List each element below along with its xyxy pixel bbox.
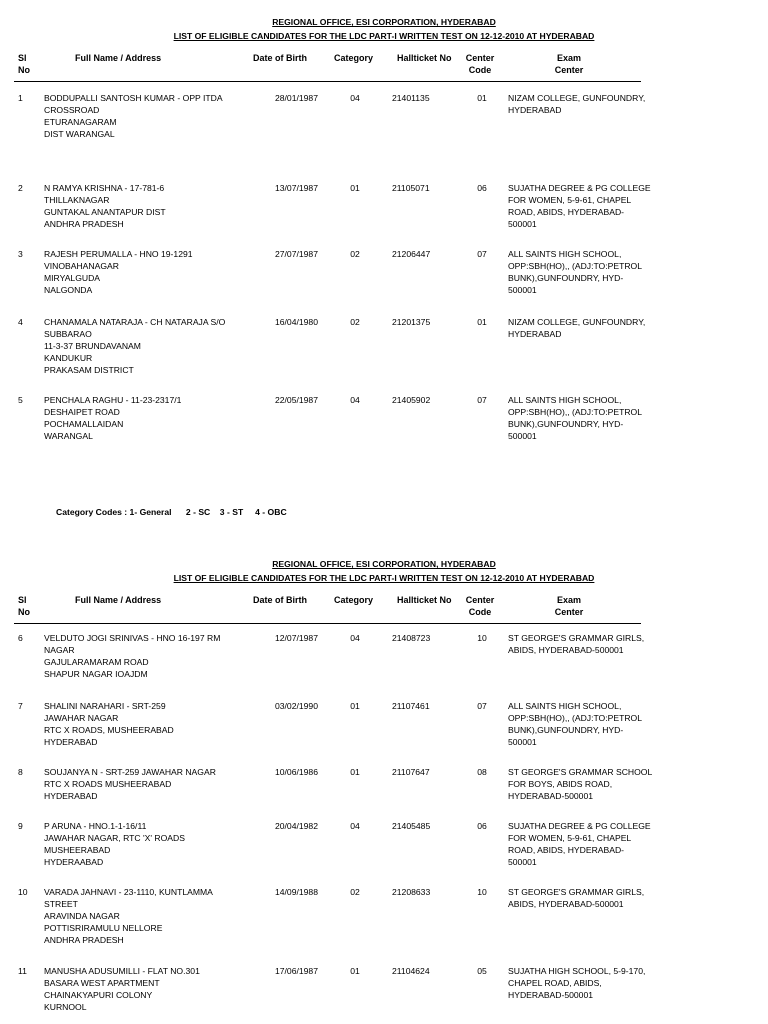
exam-center-line: NIZAM COLLEGE, GUNFOUNDRY, — [508, 93, 646, 103]
row-center-code: 07 — [477, 249, 487, 259]
exam-center-line: BUNK),GUNFOUNDRY, HYD- — [508, 725, 624, 735]
page1-header-exam-center: Exam Center — [554, 53, 584, 75]
name-address-line: CHANAMALA NATARAJA - CH NATARAJA S/O — [44, 317, 226, 327]
page2-header-name: Full Name / Address — [75, 595, 162, 605]
row-hallticket-no: 21201375 — [392, 317, 431, 327]
name-address-line: VARADA JAHNAVI - 23-1110, KUNTLAMMA — [44, 887, 213, 897]
exam-center-line: FOR WOMEN, 5-9-61, CHAPEL — [508, 195, 632, 205]
row-exam-center — [508, 394, 650, 442]
exam-center-line: OPP:SBH(HO),, (ADJ:TO:PETROL — [508, 261, 643, 271]
name-address-line: ETURANAGARAM — [44, 117, 117, 127]
row-date-of-birth: 03/02/1990 — [274, 701, 318, 711]
page2-header-dob: Date of Birth — [253, 595, 307, 605]
name-address-line: NAGAR — [44, 645, 75, 655]
exam-center-line: OPP:SBH(HO),, (ADJ:TO:PETROL — [508, 407, 643, 417]
row-category: 01 — [350, 701, 360, 711]
row-center-code: 06 — [477, 183, 487, 193]
row-hallticket-no: 21208633 — [392, 887, 431, 897]
row-hallticket-no: 21401135 — [392, 93, 430, 103]
row-name-address — [44, 248, 244, 296]
exam-center-line: ALL SAINTS HIGH SCHOOL, — [508, 395, 622, 405]
page1-header-rule — [14, 81, 641, 82]
name-address-line: MANUSHA ADUSUMILLI - FLAT NO.301 — [44, 966, 200, 976]
page1-header-name: Full Name / Address — [75, 53, 162, 63]
row-hallticket-no: 21405902 — [392, 395, 431, 405]
exam-center-line: 500001 — [508, 431, 537, 441]
row-sl-no: 8 — [18, 767, 23, 777]
name-address-line: ARAVINDA NAGAR — [44, 911, 120, 921]
exam-center-line: 500001 — [508, 857, 537, 867]
name-address-line: BASARA WEST APARTMENT — [44, 978, 160, 988]
row-date-of-birth: 27/07/1987 — [274, 249, 318, 259]
row-date-of-birth: 28/01/1987 — [274, 93, 318, 103]
page2-office-title: REGIONAL OFFICE, ESI CORPORATION, HYDERABAD — [272, 559, 496, 569]
exam-center-line: HYDERABAD-500001 — [508, 791, 594, 801]
name-address-line: MUSHEERABAD — [44, 845, 111, 855]
exam-center-line: SUJATHA HIGH SCHOOL, 5-9-170, — [508, 966, 646, 976]
row-exam-center — [508, 886, 650, 910]
exam-center-line: ST GEORGE'S GRAMMAR SCHOOL — [508, 767, 653, 777]
row-date-of-birth: 22/05/1987 — [274, 395, 318, 405]
name-address-line: 11-3-37 BRUNDAVANAM — [44, 341, 141, 351]
exam-center-line: HYDERABAD-500001 — [508, 990, 594, 1000]
row-exam-center — [508, 766, 653, 802]
name-address-line: PRAKASAM DISTRICT — [44, 365, 134, 375]
row-hallticket-no: 21107647 — [392, 767, 430, 777]
exam-center-line: NIZAM COLLEGE, GUNFOUNDRY, — [508, 317, 646, 327]
name-address-line: ANDHRA PRADESH — [44, 935, 124, 945]
exam-center-line: ST GEORGE'S GRAMMAR GIRLS, — [508, 887, 645, 897]
row-name-address — [44, 394, 244, 442]
name-address-line: POCHAMALLAIDAN — [44, 419, 124, 429]
row-category: 02 — [350, 249, 360, 259]
name-address-line: KURNOOL — [44, 1002, 87, 1012]
row-sl-no: 3 — [18, 249, 23, 259]
name-address-line: RAJESH PERUMALLA - HNO 19-1291 — [44, 249, 193, 259]
name-address-line: PENCHALA RAGHU - 11-23-2317/1 — [44, 395, 182, 405]
exam-center-line: ALL SAINTS HIGH SCHOOL, — [508, 701, 622, 711]
row-hallticket-no: 21405485 — [392, 821, 431, 831]
row-center-code: 06 — [477, 821, 487, 831]
page1-header-center-code: Center Code — [465, 53, 495, 75]
page1-office-title: REGIONAL OFFICE, ESI CORPORATION, HYDERABAD — [272, 17, 496, 27]
page1-header-category: Category — [334, 53, 374, 63]
exam-center-line: 500001 — [508, 219, 537, 229]
name-address-line: P ARUNA - HNO.1-1-16/11 — [44, 821, 147, 831]
exam-center-line: FOR WOMEN, 5-9-61, CHAPEL — [508, 833, 632, 843]
row-name-address — [44, 316, 244, 376]
page2-header-center-code: Center Code — [465, 595, 495, 617]
row-name-address — [44, 766, 244, 802]
row-name-address — [44, 820, 244, 868]
row-sl-no: 9 — [18, 821, 23, 831]
name-address-line: VINOBAHANAGAR — [44, 261, 119, 271]
name-address-line: CHAINAKYAPURI COLONY — [44, 990, 153, 1000]
name-address-line: KANDUKUR — [44, 353, 93, 363]
row-name-address — [44, 700, 244, 748]
row-date-of-birth: 14/09/1988 — [274, 887, 318, 897]
page2-header-hallticket: Hallticket No — [397, 595, 452, 605]
name-address-line: MIRYALGUDA — [44, 273, 101, 283]
row-exam-center — [508, 92, 650, 116]
exam-center-line: BUNK),GUNFOUNDRY, HYD- — [508, 273, 624, 283]
name-address-line: HYDERAABAD — [44, 857, 104, 867]
row-sl-no: 11 — [18, 966, 27, 976]
exam-center-line: ST GEORGE'S GRAMMAR GIRLS, — [508, 633, 645, 643]
row-date-of-birth: 17/06/1987 — [274, 966, 318, 976]
page1-list-title: LIST OF ELIGIBLE CANDIDATES FOR THE LDC PART-I WRITTEN TEST ON 12-12-2010 AT HYDERABAD — [173, 31, 595, 41]
row-sl-no: 6 — [18, 633, 23, 643]
row-exam-center — [508, 820, 650, 868]
name-address-line: SOUJANYA N - SRT-259 JAWAHAR NAGAR — [44, 767, 216, 777]
name-address-line: POTTISRIRAMULU NELLORE — [44, 923, 163, 933]
name-address-line: NALGONDA — [44, 285, 93, 295]
name-address-line: RTC X ROADS MUSHEERABAD — [44, 779, 172, 789]
page2-header-sl: Sl No — [18, 595, 30, 617]
exam-center-line: BUNK),GUNFOUNDRY, HYD- — [508, 419, 624, 429]
name-address-line: SHAPUR NAGAR IOAJDM — [44, 669, 148, 679]
row-center-code: 08 — [477, 767, 487, 777]
row-exam-center — [508, 316, 650, 340]
row-name-address — [44, 92, 244, 140]
row-exam-center — [508, 182, 650, 230]
row-date-of-birth: 20/04/1982 — [274, 821, 318, 831]
page2-list-title: LIST OF ELIGIBLE CANDIDATES FOR THE LDC PART-I WRITTEN TEST ON 12-12-2010 AT HYDERABAD — [173, 573, 595, 583]
name-address-line: DESHAIPET ROAD — [44, 407, 120, 417]
row-center-code: 07 — [477, 395, 487, 405]
category-legend: Category Codes : 1- General 2 - SC 3 - ST 4 - OBC — [56, 507, 287, 517]
name-address-line: BODDUPALLI SANTOSH KUMAR - OPP ITDA — [44, 93, 223, 103]
page2-header-exam-center: Exam Center — [554, 595, 584, 617]
row-exam-center — [508, 632, 650, 656]
row-category: 04 — [350, 93, 360, 103]
row-date-of-birth: 13/07/1987 — [274, 183, 318, 193]
row-name-address — [44, 182, 244, 230]
row-name-address — [44, 632, 244, 680]
row-category: 01 — [350, 767, 360, 777]
row-sl-no: 7 — [18, 701, 23, 711]
name-address-line: CROSSROAD — [44, 105, 100, 115]
row-center-code: 01 — [477, 317, 487, 327]
row-hallticket-no: 21107461 — [392, 701, 430, 711]
row-date-of-birth: 12/07/1987 — [274, 633, 318, 643]
name-address-line: HYDERABAD — [44, 791, 98, 801]
name-address-line: SUBBARAO — [44, 329, 92, 339]
name-address-line: N RAMYA KRISHNA - 17-781-6 — [44, 183, 165, 193]
row-category: 04 — [350, 821, 360, 831]
row-hallticket-no: 21206447 — [392, 249, 431, 259]
row-name-address — [44, 886, 244, 946]
name-address-line: THILLAKNAGAR — [44, 195, 110, 205]
row-hallticket-no: 21105071 — [392, 183, 430, 193]
row-category: 04 — [350, 395, 360, 405]
row-sl-no: 5 — [18, 395, 23, 405]
exam-center-line: ABIDS, HYDERABAD-500001 — [508, 899, 624, 909]
exam-center-line: HYDERABAD — [508, 105, 562, 115]
row-exam-center — [508, 248, 650, 296]
row-category: 02 — [350, 887, 360, 897]
row-category: 02 — [350, 317, 360, 327]
name-address-line: VELDUTO JOGI SRINIVAS - HNO 16-197 RM — [44, 633, 221, 643]
row-hallticket-no: 21408723 — [392, 633, 431, 643]
exam-center-line: HYDERABAD — [508, 329, 562, 339]
row-center-code: 01 — [477, 93, 487, 103]
row-date-of-birth: 10/06/1986 — [274, 767, 318, 777]
row-center-code: 07 — [477, 701, 487, 711]
exam-center-line: FOR BOYS, ABIDS ROAD, — [508, 779, 613, 789]
name-address-line: GUNTAKAL ANANTAPUR DIST — [44, 207, 166, 217]
name-address-line: JAWAHAR NAGAR — [44, 713, 119, 723]
row-sl-no: 1 — [18, 93, 23, 103]
name-address-line: STREET — [44, 899, 78, 909]
row-sl-no: 2 — [18, 183, 23, 193]
name-address-line: ANDHRA PRADESH — [44, 219, 124, 229]
exam-center-line: ALL SAINTS HIGH SCHOOL, — [508, 249, 622, 259]
name-address-line: GAJULARAMARAM ROAD — [44, 657, 149, 667]
row-sl-no: 10 — [18, 887, 28, 897]
row-center-code: 05 — [477, 966, 487, 976]
page1-header-hallticket: Hallticket No — [397, 53, 452, 63]
row-center-code: 10 — [477, 887, 487, 897]
name-address-line: WARANGAL — [44, 431, 93, 441]
name-address-line: DIST WARANGAL — [44, 129, 115, 139]
exam-center-line: 500001 — [508, 285, 537, 295]
row-category: 04 — [350, 633, 360, 643]
row-sl-no: 4 — [18, 317, 23, 327]
exam-center-line: ROAD, ABIDS, HYDERABAD- — [508, 207, 625, 217]
exam-center-line: 500001 — [508, 737, 537, 747]
name-address-line: RTC X ROADS, MUSHEERABAD — [44, 725, 174, 735]
row-hallticket-no: 21104624 — [392, 966, 430, 976]
row-category: 01 — [350, 183, 360, 193]
exam-center-line: CHAPEL ROAD, ABIDS, — [508, 978, 602, 988]
page2-header-rule — [14, 623, 641, 624]
page2-header-category: Category — [334, 595, 374, 605]
row-center-code: 10 — [477, 633, 487, 643]
page1-header-sl: Sl No — [18, 53, 30, 75]
exam-center-line: OPP:SBH(HO),, (ADJ:TO:PETROL — [508, 713, 643, 723]
name-address-line: JAWAHAR NAGAR, RTC 'X' ROADS — [44, 833, 185, 843]
exam-center-line: SUJATHA DEGREE & PG COLLEGE — [508, 183, 651, 193]
exam-center-line: SUJATHA DEGREE & PG COLLEGE — [508, 821, 651, 831]
row-exam-center — [508, 700, 650, 748]
row-category: 01 — [350, 966, 360, 976]
page1-header-dob: Date of Birth — [253, 53, 307, 63]
row-name-address — [44, 965, 244, 1013]
row-date-of-birth: 16/04/1980 — [274, 317, 318, 327]
name-address-line: HYDERABAD — [44, 737, 98, 747]
exam-center-line: ABIDS, HYDERABAD-500001 — [508, 645, 624, 655]
exam-center-line: ROAD, ABIDS, HYDERABAD- — [508, 845, 625, 855]
row-exam-center — [508, 965, 650, 1001]
name-address-line: SHALINI NARAHARI - SRT-259 — [44, 701, 166, 711]
